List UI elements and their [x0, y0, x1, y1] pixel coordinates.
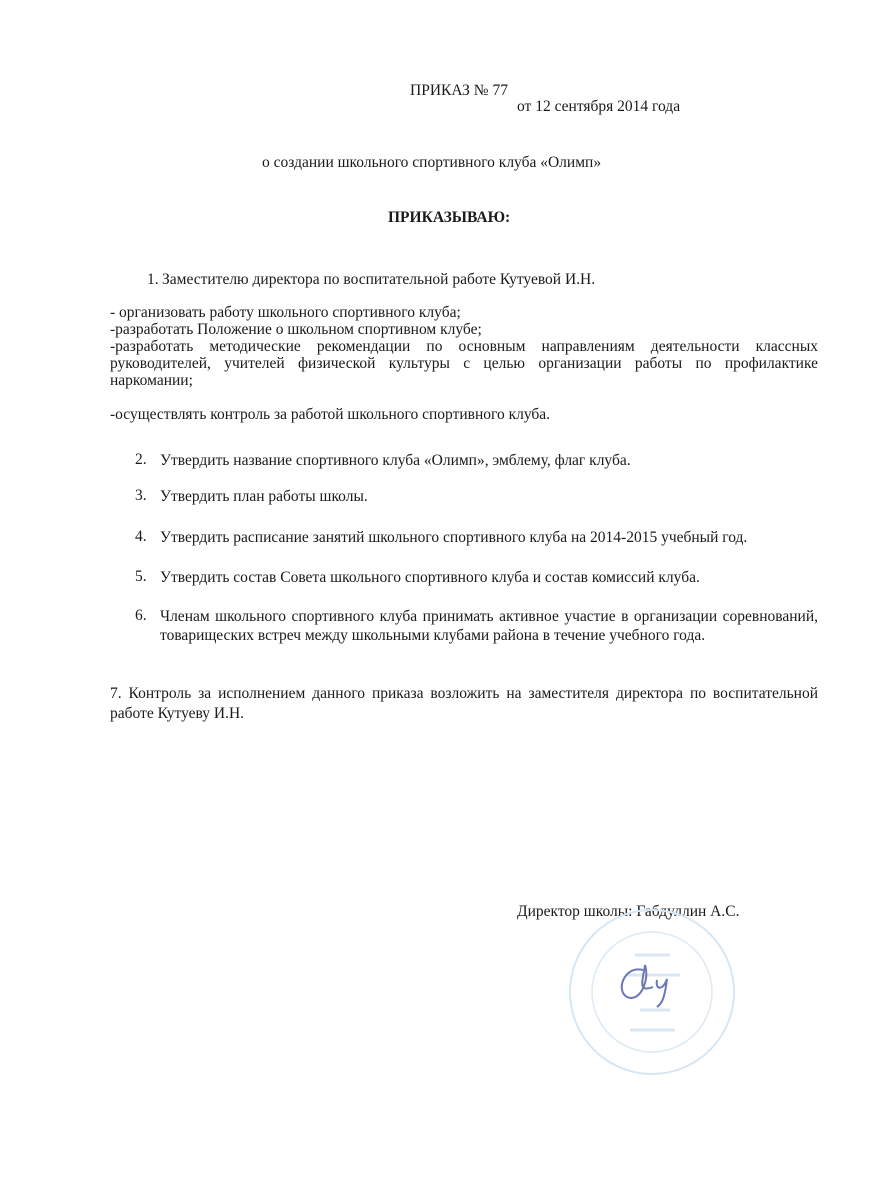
item-1-text: Заместителю директора по воспитательной работе Кутуевой И.Н.: [162, 271, 596, 288]
task-4: -осуществлять контроль за работой школьного спортивного клуба.: [110, 406, 551, 423]
order-date: от 12 сентября 2014 года: [517, 98, 681, 115]
item-2-text: Утвердить название спортивного клуба «Олимп», эмблему, флаг клуба.: [160, 452, 631, 469]
task-2: -разработать Положение о школьном спортивном клубе;: [110, 321, 482, 338]
item-6-number: 6.: [135, 607, 147, 624]
order-subject: о создании школьного спортивного клуба «Олимп»: [262, 154, 602, 171]
school-stamp-with-signature: [565, 905, 740, 1080]
order-heading: ПРИКАЗЫВАЮ:: [388, 209, 511, 226]
item-3-number: 3.: [135, 487, 147, 504]
task-1: - организовать работу школьного спортивного клуба;: [110, 304, 461, 321]
order-title: ПРИКАЗ № 77: [410, 82, 508, 99]
item-4-text: Утвердить расписание занятий школьного спортивного клуба на 2014-2015 учебный год.: [160, 529, 748, 546]
item-5-number: 5.: [135, 568, 147, 585]
item-7-text: 7. Контроль за исполнением данного приказа возложить на заместителя директора по воспитательной работе Кутуеву И.Н.: [110, 685, 818, 722]
item-2-number: 2.: [135, 451, 147, 468]
item-6-text: Членам школьного спортивного клуба принимать активное участие в организации соревнований, товарищеских встреч между школьными клубами района в течение учебного года.: [160, 608, 818, 644]
signature-line: Директор школы: Габдуллин А.С.: [517, 903, 740, 920]
item-3-text: Утвердить план работы школы.: [160, 488, 368, 505]
item-5-text: Утвердить состав Совета школьного спортивного клуба и состав комиссий клуба.: [160, 569, 700, 586]
item-4-number: 4.: [135, 528, 147, 545]
item-1-number: 1.: [147, 271, 159, 288]
task-3: -разработать методические рекомендации по основным направлениям деятельности классных руководителей, учителей физической культуры с целью организации работы по профилактике наркомании;: [110, 338, 818, 389]
